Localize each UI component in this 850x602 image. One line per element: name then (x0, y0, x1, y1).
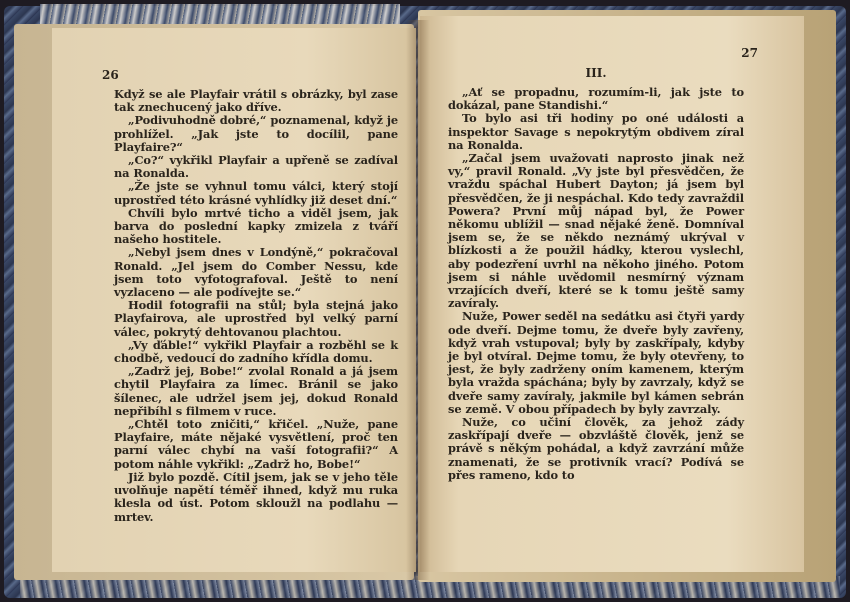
right-page-text (448, 86, 744, 482)
paragraph: „Že jste se vyhnul tomu válci, který stojí uprostřed této krásné vyhlídky již deset dní.“ (114, 179, 398, 207)
paragraph: „Podivuhodně dobré,“ poznamenal, když je prohlížel. „Jak jste to docílil, pane Playfaire?“ (114, 113, 398, 154)
paragraph: Chvíli bylo mrtvé ticho a viděl jsem, jak barva do poslední kapky zmizela z tváří našeho hostitele. (114, 205, 398, 247)
paragraph: „Začal jsem uvažovati naprosto jinak než vy,“ pravil Ronald. „Vy jste byl přesvědčen, že vraždu spáchal Hubert Dayton; já jsem byl přesvědčen, že ji nespáchal. Kdo tedy zavraždil Powera? První můj nápad byl, že Power někomu ublížil — snad nějaké ženě. Domníval jsem se, že se někdo neznámý ukrýval v blízkosti a že použil hádky, kterou vyslechl, aby podezření uvrhl na někoho jiného. Potom jsem si náhle uvědomil nesmírný význam vrzajících dveří, které se k tomu ještě samy zavíraly. (448, 151, 744, 311)
chapter-heading: III. (585, 66, 607, 80)
paragraph: To bylo asi tři hodiny po oné události a inspektor Savage s nepokrytým obdivem zíral na Ronalda. (448, 111, 744, 152)
paragraph: Když se ale Playfair vrátil s obrázky, byl zase tak znechucený jako dříve. (114, 87, 398, 115)
book-gutter (406, 20, 430, 580)
paragraph: „Nebyl jsem dnes v Londýně,“ pokračoval Ronald. „Jel jsem do Comber Nessu, kde jsem toto vyfotografoval. Ještě to není vyzlaceno — ale podívejte se.“ (114, 245, 398, 300)
left-page (52, 28, 416, 572)
paragraph: „Vy ďáble!“ vykřikl Playfair a rozběhl se k chodbě, vedoucí do zadního křídla domu. (114, 337, 398, 366)
paragraph: „Ať se propadnu, rozumím-li, jak jste to dokázal, pane Standishi.“ (448, 85, 744, 113)
right-page-number: 27 (741, 46, 758, 60)
paragraph: „Chtěl toto zničiti,“ křičel. „Nuže, pane Playfaire, máte nějaké vysvětlení, proč ten parní válec chybí na vaší fotografii?“ A potom náhle vykřikl: „Zadrž ho, Bobe!“ (114, 417, 398, 471)
left-page-text (114, 88, 398, 524)
paragraph: Již bylo pozdě. Cítil jsem, jak se v jeho těle uvolňuje napětí téměř ihned, když mu ruka klesla od úst. Potom skloužl na podlahu — mrtev. (114, 469, 398, 524)
right-page (420, 16, 804, 572)
cover-marbled-top (40, 4, 400, 24)
paragraph: Hodil fotografii na stůl; byla stejná jako Playfairova, ale uprostřed byl velký parní válec, pokrytý dehtovanou plachtou. (114, 298, 398, 339)
paragraph: Nuže, co učiní člověk, za jehož zády zaskřípají dveře — obzvláště člověk, jenž se právě s někým pohádal, a když zavrzání může znamenati, že se protivník vrací? Podívá se přes rameno, kdo to (448, 415, 744, 482)
paragraph: „Co?“ vykřikl Playfair a upřeně se zadíval na Ronalda. (114, 153, 398, 181)
paragraph: Nuže, Power seděl na sedátku asi čtyři yardy ode dveří. Dejme tomu, že dveře byly zavřeny, když vrah vstupoval; byly by zaskřípaly, kdyby je byl otvíral. Dejme tomu, že byly otevřeny, to jest, že byly zadrženy oním kamenem, kterým byla vražda spáchána; byly by zavrzaly, když se dveře samy zavíraly, jakmile byl kámen sebrán se země. V obou případech by byly zavrzaly. (448, 309, 744, 416)
paragraph: „Zadrž jej, Bobe!“ zvolal Ronald a já jsem chytil Playfaira za límec. Bránil se jako šílenec, ale udržel jsem jej, dokud Ronald nepřibíhl s filmem v ruce. (114, 364, 398, 418)
left-page-number: 26 (102, 68, 119, 82)
